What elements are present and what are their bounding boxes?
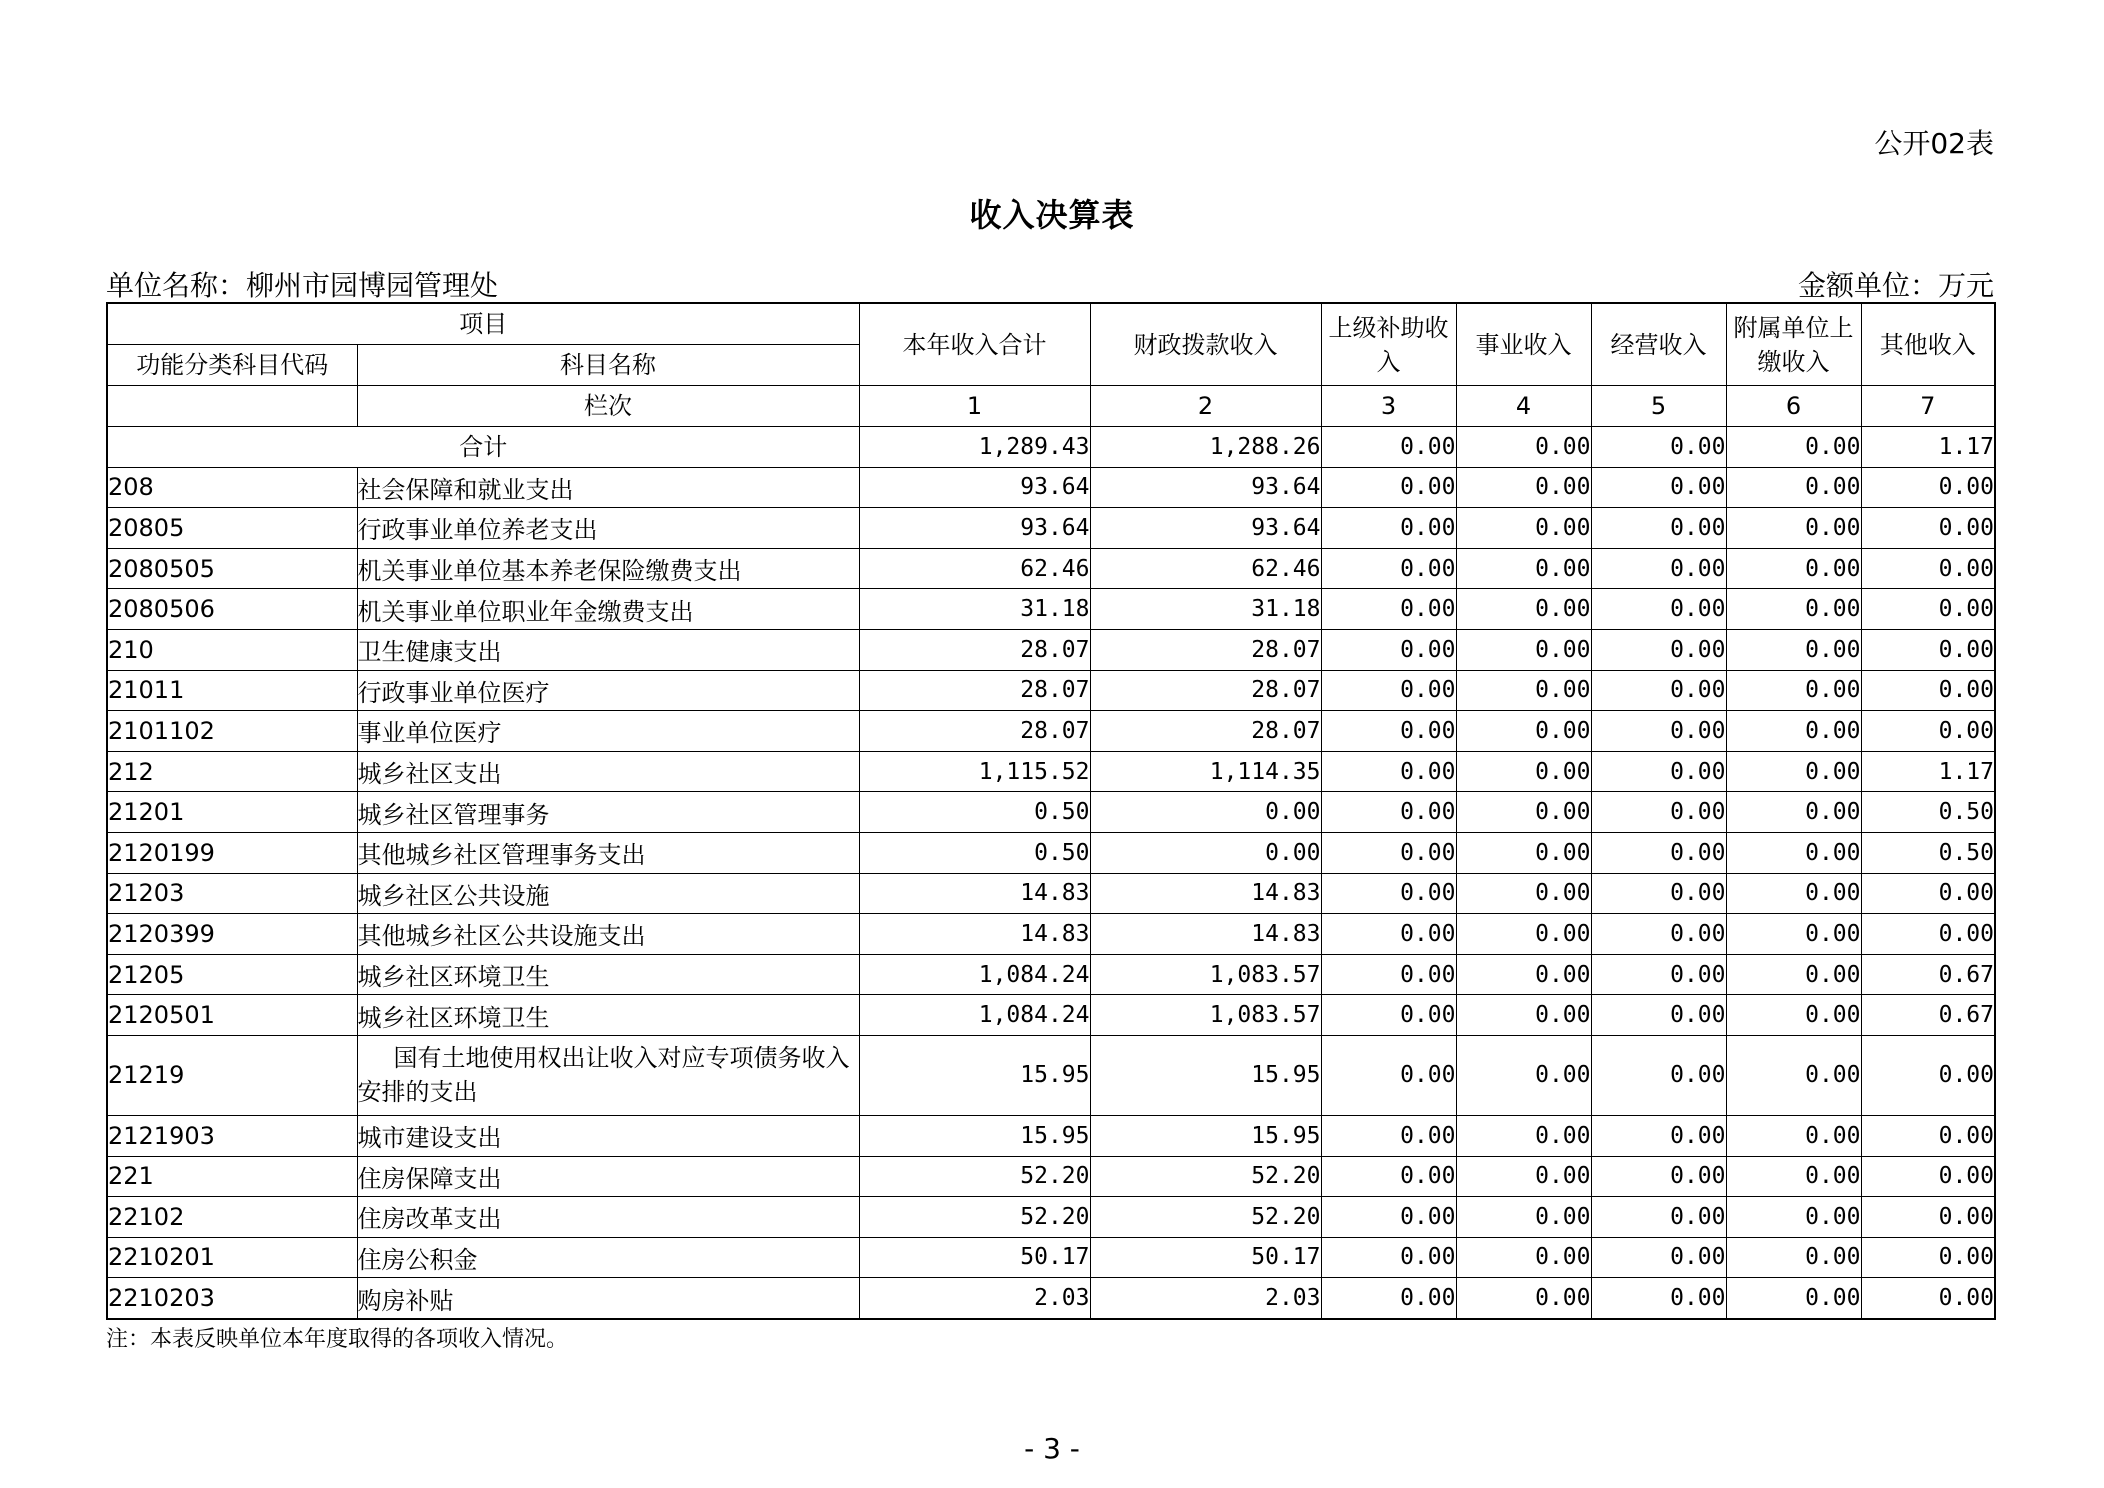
amount-cell: 0.00 bbox=[1861, 914, 1995, 955]
amount-cell: 0.00 bbox=[1861, 548, 1995, 589]
page-number: - 3 - bbox=[1024, 1432, 1080, 1465]
amount-cell: 0.00 bbox=[1321, 914, 1456, 955]
amount-cell: 0.00 bbox=[1726, 1156, 1861, 1197]
amount-cell: 0.67 bbox=[1861, 954, 1995, 995]
subject-name: 其他城乡社区管理事务支出 bbox=[357, 832, 859, 873]
amount-cell: 1,083.57 bbox=[1090, 995, 1321, 1036]
amount-cell: 0.00 bbox=[1726, 1115, 1861, 1156]
table-row bbox=[107, 792, 1995, 833]
amount-cell: 52.20 bbox=[859, 1156, 1090, 1197]
amount-cell: 1,115.52 bbox=[859, 751, 1090, 792]
amount-cell: 0.00 bbox=[1591, 711, 1726, 752]
function-code: 2121903 bbox=[107, 1115, 357, 1156]
amount-cell: 28.07 bbox=[859, 629, 1090, 670]
amount-cell: 0.00 bbox=[1456, 1197, 1591, 1238]
table-row bbox=[107, 670, 1995, 711]
table-row bbox=[107, 1197, 1995, 1238]
amount-cell: 0.00 bbox=[1591, 995, 1726, 1036]
table-row bbox=[107, 1156, 1995, 1197]
amount-cell: 0.00 bbox=[1861, 711, 1995, 752]
total-value: 0.00 bbox=[1456, 427, 1591, 468]
amount-cell: 0.00 bbox=[1726, 792, 1861, 833]
amount-cell: 52.20 bbox=[1090, 1197, 1321, 1238]
subject-name: 城乡社区环境卫生 bbox=[357, 954, 859, 995]
function-code: 210 bbox=[107, 629, 357, 670]
amount-cell: 50.17 bbox=[1090, 1237, 1321, 1278]
amount-cell: 0.00 bbox=[1726, 954, 1861, 995]
subject-name: 住房保障支出 bbox=[357, 1156, 859, 1197]
amount-cell: 0.00 bbox=[1726, 751, 1861, 792]
amount-cell: 0.00 bbox=[1456, 954, 1591, 995]
amount-cell: 1,084.24 bbox=[859, 995, 1090, 1036]
amount-cell: 15.95 bbox=[1090, 1115, 1321, 1156]
amount-cell: 0.00 bbox=[1861, 1115, 1995, 1156]
subject-name: 社会保障和就业支出 bbox=[357, 467, 859, 508]
function-code: 2120199 bbox=[107, 832, 357, 873]
amount-cell: 0.00 bbox=[1321, 1115, 1456, 1156]
function-code: 2210201 bbox=[107, 1237, 357, 1278]
amount-cell: 0.00 bbox=[1861, 1278, 1995, 1319]
amount-cell: 0.50 bbox=[859, 832, 1090, 873]
amount-cell: 0.00 bbox=[1591, 751, 1726, 792]
amount-cell: 0.00 bbox=[1321, 1035, 1456, 1115]
amount-cell: 0.00 bbox=[1861, 589, 1995, 630]
amount-cell: 0.00 bbox=[1861, 1197, 1995, 1238]
subject-name: 机关事业单位职业年金缴费支出 bbox=[357, 589, 859, 630]
function-code: 21203 bbox=[107, 873, 357, 914]
function-code: 2080506 bbox=[107, 589, 357, 630]
amount-cell: 0.00 bbox=[1591, 548, 1726, 589]
subject-name: 城乡社区公共设施 bbox=[357, 873, 859, 914]
subject-name: 城乡社区支出 bbox=[357, 751, 859, 792]
table-row bbox=[107, 1115, 1995, 1156]
amount-cell: 28.07 bbox=[1090, 629, 1321, 670]
function-code: 221 bbox=[107, 1156, 357, 1197]
amount-cell: 0.00 bbox=[1726, 995, 1861, 1036]
amount-cell: 0.00 bbox=[1726, 1035, 1861, 1115]
header-index-blank bbox=[107, 386, 357, 427]
amount-cell: 0.00 bbox=[1456, 467, 1591, 508]
function-code: 2080505 bbox=[107, 548, 357, 589]
amount-cell: 0.00 bbox=[1321, 1156, 1456, 1197]
amount-cell: 52.20 bbox=[859, 1197, 1090, 1238]
amount-cell: 1,083.57 bbox=[1090, 954, 1321, 995]
amount-cell: 0.00 bbox=[1726, 589, 1861, 630]
subject-name: 卫生健康支出 bbox=[357, 629, 859, 670]
header-index-1: 1 bbox=[859, 386, 1090, 427]
table-row bbox=[107, 1237, 1995, 1278]
table-row bbox=[107, 995, 1995, 1036]
subject-name: 行政事业单位医疗 bbox=[357, 670, 859, 711]
amount-cell: 0.00 bbox=[1726, 914, 1861, 955]
amount-cell: 0.00 bbox=[1321, 467, 1456, 508]
amount-cell: 0.00 bbox=[1456, 1237, 1591, 1278]
amount-cell: 0.00 bbox=[1591, 629, 1726, 670]
table-row bbox=[107, 589, 1995, 630]
amount-cell: 0.00 bbox=[1321, 1237, 1456, 1278]
amount-cell: 0.00 bbox=[1861, 1237, 1995, 1278]
header-col-2: 财政拨款收入 bbox=[1090, 303, 1321, 386]
header-col-6: 附属单位上缴收入 bbox=[1726, 303, 1861, 386]
amount-cell: 50.17 bbox=[859, 1237, 1090, 1278]
amount-unit: 金额单位：万元 bbox=[1797, 269, 1994, 302]
amount-cell: 0.00 bbox=[1321, 954, 1456, 995]
amount-cell: 0.50 bbox=[1861, 792, 1995, 833]
header-index-4: 4 bbox=[1456, 386, 1591, 427]
amount-cell: 31.18 bbox=[1090, 589, 1321, 630]
amount-cell: 15.95 bbox=[859, 1115, 1090, 1156]
function-code: 2120399 bbox=[107, 914, 357, 955]
total-value: 1.17 bbox=[1861, 427, 1995, 468]
amount-cell: 0.00 bbox=[1726, 711, 1861, 752]
amount-cell: 0.00 bbox=[1726, 1237, 1861, 1278]
amount-cell: 0.00 bbox=[1726, 629, 1861, 670]
header-index-3: 3 bbox=[1321, 386, 1456, 427]
total-value: 0.00 bbox=[1726, 427, 1861, 468]
amount-cell: 0.00 bbox=[1591, 1237, 1726, 1278]
amount-cell: 28.07 bbox=[1090, 711, 1321, 752]
table-row bbox=[107, 1035, 1995, 1115]
function-code: 20805 bbox=[107, 508, 357, 549]
amount-cell: 0.00 bbox=[1591, 1197, 1726, 1238]
amount-cell: 0.00 bbox=[1591, 1278, 1726, 1319]
amount-cell: 0.00 bbox=[1456, 548, 1591, 589]
table-row bbox=[107, 751, 1995, 792]
total-value: 1,289.43 bbox=[859, 427, 1090, 468]
income-final-accounts-table bbox=[106, 302, 1996, 1320]
amount-cell: 1,114.35 bbox=[1090, 751, 1321, 792]
function-code: 21205 bbox=[107, 954, 357, 995]
amount-cell: 0.00 bbox=[1456, 1115, 1591, 1156]
amount-cell: 0.00 bbox=[1456, 873, 1591, 914]
function-code: 2101102 bbox=[107, 711, 357, 752]
amount-cell: 0.00 bbox=[1456, 589, 1591, 630]
table-row bbox=[107, 629, 1995, 670]
amount-cell: 0.00 bbox=[1321, 751, 1456, 792]
amount-cell: 0.00 bbox=[1456, 995, 1591, 1036]
amount-cell: 0.00 bbox=[1321, 1278, 1456, 1319]
amount-cell: 0.00 bbox=[1321, 589, 1456, 630]
header-index-2: 2 bbox=[1090, 386, 1321, 427]
function-code: 22102 bbox=[107, 1197, 357, 1238]
table-row bbox=[107, 832, 1995, 873]
amount-cell: 0.00 bbox=[1861, 670, 1995, 711]
amount-cell: 0.00 bbox=[1456, 792, 1591, 833]
header-code: 功能分类科目代码 bbox=[107, 345, 357, 386]
header-project: 项目 bbox=[107, 303, 859, 345]
header-col-3: 上级补助收入 bbox=[1321, 303, 1456, 386]
amount-cell: 14.83 bbox=[859, 914, 1090, 955]
amount-cell: 0.00 bbox=[1726, 548, 1861, 589]
amount-cell: 52.20 bbox=[1090, 1156, 1321, 1197]
amount-cell: 31.18 bbox=[859, 589, 1090, 630]
amount-cell: 0.00 bbox=[1321, 832, 1456, 873]
table-row bbox=[107, 508, 1995, 549]
amount-cell: 0.50 bbox=[1861, 832, 1995, 873]
amount-cell: 0.00 bbox=[1591, 508, 1726, 549]
amount-cell: 62.46 bbox=[859, 548, 1090, 589]
amount-cell: 0.00 bbox=[1726, 873, 1861, 914]
subject-name: 城乡社区环境卫生 bbox=[357, 995, 859, 1036]
subject-name: 住房公积金 bbox=[357, 1237, 859, 1278]
header-index-5: 5 bbox=[1591, 386, 1726, 427]
total-value: 0.00 bbox=[1321, 427, 1456, 468]
amount-cell: 0.67 bbox=[1861, 995, 1995, 1036]
form-number: 公开02表 bbox=[1874, 127, 1994, 160]
function-code: 21219 bbox=[107, 1035, 357, 1115]
amount-cell: 2.03 bbox=[1090, 1278, 1321, 1319]
amount-cell: 62.46 bbox=[1090, 548, 1321, 589]
amount-cell: 0.00 bbox=[1861, 508, 1995, 549]
amount-cell: 93.64 bbox=[1090, 467, 1321, 508]
amount-cell: 0.00 bbox=[1321, 995, 1456, 1036]
header-col-1: 本年收入合计 bbox=[859, 303, 1090, 386]
amount-cell: 93.64 bbox=[859, 508, 1090, 549]
amount-cell: 0.00 bbox=[1591, 914, 1726, 955]
amount-cell: 0.00 bbox=[1591, 1115, 1726, 1156]
header-col-5: 经营收入 bbox=[1591, 303, 1726, 386]
amount-cell: 0.00 bbox=[1726, 670, 1861, 711]
function-code: 212 bbox=[107, 751, 357, 792]
amount-cell: 0.00 bbox=[1456, 508, 1591, 549]
amount-cell: 0.00 bbox=[1321, 873, 1456, 914]
total-value: 0.00 bbox=[1591, 427, 1726, 468]
subject-name: 行政事业单位养老支出 bbox=[357, 508, 859, 549]
amount-cell: 0.00 bbox=[1861, 873, 1995, 914]
amount-cell: 14.83 bbox=[1090, 873, 1321, 914]
subject-name: 住房改革支出 bbox=[357, 1197, 859, 1238]
table-row bbox=[107, 548, 1995, 589]
amount-cell: 0.00 bbox=[1321, 629, 1456, 670]
subject-name: 城市建设支出 bbox=[357, 1115, 859, 1156]
amount-cell: 0.00 bbox=[1591, 954, 1726, 995]
table-row bbox=[107, 954, 1995, 995]
amount-cell: 0.00 bbox=[1861, 467, 1995, 508]
function-code: 2120501 bbox=[107, 995, 357, 1036]
amount-cell: 0.00 bbox=[1321, 508, 1456, 549]
amount-cell: 0.00 bbox=[1591, 832, 1726, 873]
header-col-index-label: 栏次 bbox=[357, 386, 859, 427]
function-code: 21201 bbox=[107, 792, 357, 833]
table-row bbox=[107, 711, 1995, 752]
amount-cell: 14.83 bbox=[1090, 914, 1321, 955]
footnote: 注：本表反映单位本年度取得的各项收入情况。 bbox=[106, 1327, 569, 1352]
header-index-7: 7 bbox=[1861, 386, 1995, 427]
amount-cell: 0.00 bbox=[1321, 792, 1456, 833]
table-row bbox=[107, 467, 1995, 508]
amount-cell: 0.00 bbox=[1726, 467, 1861, 508]
amount-cell: 0.00 bbox=[1090, 792, 1321, 833]
amount-cell: 0.00 bbox=[1861, 1035, 1995, 1115]
amount-cell: 0.00 bbox=[1726, 1278, 1861, 1319]
amount-cell: 0.00 bbox=[1456, 1278, 1591, 1319]
amount-cell: 2.03 bbox=[859, 1278, 1090, 1319]
amount-cell: 0.00 bbox=[1726, 832, 1861, 873]
amount-cell: 0.00 bbox=[1591, 670, 1726, 711]
amount-cell: 0.00 bbox=[1456, 751, 1591, 792]
header-col-7: 其他收入 bbox=[1861, 303, 1995, 386]
amount-cell: 0.00 bbox=[1861, 629, 1995, 670]
amount-cell: 0.00 bbox=[1456, 1035, 1591, 1115]
subject-name: 其他城乡社区公共设施支出 bbox=[357, 914, 859, 955]
amount-cell: 0.00 bbox=[1321, 670, 1456, 711]
function-code: 21011 bbox=[107, 670, 357, 711]
function-code: 2210203 bbox=[107, 1278, 357, 1319]
amount-cell: 0.00 bbox=[1321, 711, 1456, 752]
table-row bbox=[107, 914, 1995, 955]
amount-cell: 0.00 bbox=[1591, 589, 1726, 630]
table-row bbox=[107, 1278, 1995, 1319]
subject-name: 购房补贴 bbox=[357, 1278, 859, 1319]
subject-name: 机关事业单位基本养老保险缴费支出 bbox=[357, 548, 859, 589]
amount-cell: 0.00 bbox=[1456, 832, 1591, 873]
amount-cell: 28.07 bbox=[859, 711, 1090, 752]
amount-cell: 0.00 bbox=[1456, 711, 1591, 752]
amount-cell: 14.83 bbox=[859, 873, 1090, 914]
amount-cell: 0.00 bbox=[1591, 467, 1726, 508]
function-code: 208 bbox=[107, 467, 357, 508]
amount-cell: 0.00 bbox=[1321, 1197, 1456, 1238]
amount-cell: 0.00 bbox=[1591, 1156, 1726, 1197]
total-row bbox=[107, 427, 1995, 468]
subject-name: 事业单位医疗 bbox=[357, 711, 859, 752]
amount-cell: 15.95 bbox=[859, 1035, 1090, 1115]
amount-cell: 93.64 bbox=[859, 467, 1090, 508]
unit-name: 单位名称：柳州市园博园管理处 bbox=[106, 269, 499, 302]
amount-cell: 0.00 bbox=[1591, 873, 1726, 914]
amount-cell: 0.00 bbox=[1456, 1156, 1591, 1197]
subject-name: 国有土地使用权出让收入对应专项债务收入安排的支出 bbox=[357, 1035, 859, 1115]
amount-cell: 0.00 bbox=[1456, 629, 1591, 670]
amount-cell: 15.95 bbox=[1090, 1035, 1321, 1115]
amount-cell: 1,084.24 bbox=[859, 954, 1090, 995]
page-title: 收入决算表 bbox=[969, 196, 1135, 234]
amount-cell: 93.64 bbox=[1090, 508, 1321, 549]
header-name: 科目名称 bbox=[357, 345, 859, 386]
total-label: 合计 bbox=[107, 427, 859, 468]
amount-cell: 28.07 bbox=[1090, 670, 1321, 711]
amount-cell: 0.00 bbox=[1321, 548, 1456, 589]
table-row bbox=[107, 873, 1995, 914]
subject-name: 城乡社区管理事务 bbox=[357, 792, 859, 833]
amount-cell: 0.00 bbox=[1726, 1197, 1861, 1238]
amount-cell: 0.00 bbox=[1726, 508, 1861, 549]
header-index-6: 6 bbox=[1726, 386, 1861, 427]
amount-cell: 0.00 bbox=[1861, 1156, 1995, 1197]
amount-cell: 0.00 bbox=[1456, 670, 1591, 711]
header-col-4: 事业收入 bbox=[1456, 303, 1591, 386]
amount-cell: 0.00 bbox=[1090, 832, 1321, 873]
amount-cell: 28.07 bbox=[859, 670, 1090, 711]
total-value: 1,288.26 bbox=[1090, 427, 1321, 468]
amount-cell: 0.50 bbox=[859, 792, 1090, 833]
amount-cell: 0.00 bbox=[1591, 1035, 1726, 1115]
amount-cell: 0.00 bbox=[1456, 914, 1591, 955]
amount-cell: 0.00 bbox=[1591, 792, 1726, 833]
amount-cell: 1.17 bbox=[1861, 751, 1995, 792]
